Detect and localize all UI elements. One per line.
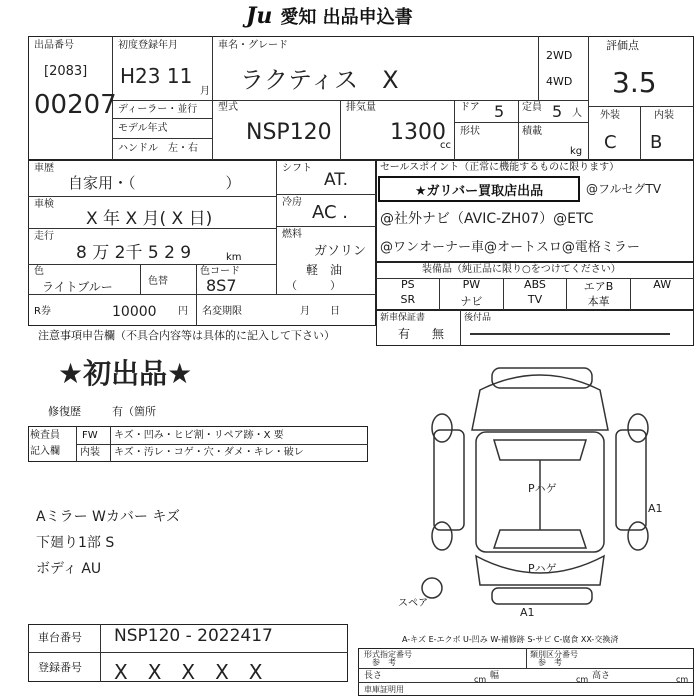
equip-ps: PS bbox=[400, 278, 415, 291]
header bbox=[246, 4, 413, 28]
manual-label: 新車保証書 bbox=[380, 313, 426, 323]
equipment-label: 装備品（純正品に限り○をつけてください） bbox=[422, 264, 621, 275]
width-unit: cm bbox=[576, 675, 589, 684]
name-change-label: 名変期限 bbox=[202, 306, 242, 317]
cert-ref-label: 参 考 bbox=[372, 658, 396, 667]
chassis-label: 車台番号 bbox=[38, 631, 82, 644]
equip-blank bbox=[630, 293, 694, 308]
recycle-unit: 円 bbox=[178, 306, 188, 317]
model-type-value: NSP120 bbox=[246, 120, 332, 145]
capacity-unit: 人 bbox=[572, 108, 582, 119]
rating-value: 3.5 bbox=[612, 66, 657, 99]
model-year-label: モデル年式 bbox=[118, 123, 168, 134]
color-label: 色 bbox=[34, 266, 44, 277]
interior-label: 内装 bbox=[654, 110, 674, 121]
addons-label: 後付品 bbox=[464, 313, 492, 323]
shift-label: シフト bbox=[282, 163, 312, 174]
equip-aw: AW bbox=[653, 278, 672, 291]
diagram-mark-3: A1 bbox=[648, 502, 663, 515]
door-label: ドア bbox=[460, 102, 480, 113]
first-reg-suffix: 月 bbox=[200, 86, 210, 97]
equip-leather: 本革 bbox=[587, 295, 610, 308]
repair-value: 有（箇所 bbox=[112, 405, 156, 418]
diagram-mark-2: Pハゲ bbox=[528, 562, 557, 575]
first-listing: ★初出品★ bbox=[58, 357, 193, 390]
right-side bbox=[616, 430, 646, 530]
dealer-label: ディーラー・並行 bbox=[118, 104, 198, 115]
fuel-label: 燃料 bbox=[282, 229, 302, 240]
equip-sr: SR bbox=[400, 293, 416, 306]
notes-label: 注意事項申告欄（不具合内容等は具体的に記入して下さい） bbox=[38, 329, 335, 342]
rear-window bbox=[494, 530, 586, 548]
car-name-value: ラクティス X bbox=[240, 66, 399, 94]
equip-abs: ABS bbox=[524, 278, 546, 291]
displacement-label: 排気量 bbox=[346, 102, 376, 113]
inspector-int-items: キズ・汚レ・コゲ・穴・ダメ・キレ・破レ bbox=[114, 447, 304, 458]
damage-legend: A-キズ E-エクボ U-凹み W-補修跡 S-サビ C-腐食 XX-交換済 bbox=[402, 635, 619, 644]
equip-navi: ナビ bbox=[460, 295, 483, 308]
length-label: 長さ bbox=[364, 671, 383, 681]
manual-yes: 有 bbox=[398, 327, 411, 341]
rating-label: 評価点 bbox=[606, 39, 639, 52]
load-unit: kg bbox=[570, 146, 583, 157]
first-reg-value: H23 11 bbox=[120, 64, 193, 88]
sales-point-2: @社外ナビ（AVIC-ZH07）@ETC bbox=[380, 211, 594, 227]
rear-bumper bbox=[492, 588, 592, 604]
front-bumper bbox=[492, 368, 592, 388]
gulliver-badge-text: ★ガリバー買取店出品 bbox=[414, 183, 544, 199]
cat-ref-label: 参 考 bbox=[538, 658, 562, 667]
drive-2wd: 2WD bbox=[546, 49, 573, 62]
inspector-int: 内装 bbox=[80, 447, 100, 458]
equipment-row-1 bbox=[376, 278, 694, 293]
shape-label: 形状 bbox=[460, 126, 480, 137]
load-label: 積載 bbox=[522, 126, 542, 137]
capacity-label: 定員 bbox=[522, 102, 542, 113]
shift-value: AT. bbox=[324, 170, 349, 190]
inspection-label: 車検 bbox=[34, 199, 54, 210]
fuel-paren: （ ） bbox=[286, 279, 341, 292]
mileage-label: 走行 bbox=[34, 231, 54, 242]
comment-1: Aミラー Wカバー キズ bbox=[36, 509, 181, 525]
length-unit: cm bbox=[474, 675, 487, 684]
gulliver-badge bbox=[378, 176, 580, 202]
door-value: 5 bbox=[494, 102, 505, 121]
mileage-unit: km bbox=[226, 252, 242, 263]
cooler-label: 冷房 bbox=[282, 197, 302, 208]
equip-tv: TV bbox=[527, 293, 543, 306]
car-name-label: 車名・グレード bbox=[218, 40, 288, 51]
listing-number: 00207 bbox=[34, 90, 117, 120]
listing-bracket: [2083] bbox=[44, 64, 88, 79]
mileage-value: 8 万 2千 5 2 9 bbox=[76, 243, 192, 263]
height-label: 高さ bbox=[592, 671, 611, 681]
equip-airbag: エアB bbox=[583, 280, 614, 293]
recycle-label: R券 bbox=[34, 306, 51, 317]
top-grid bbox=[28, 36, 694, 160]
inspector-fw: FW bbox=[82, 430, 98, 441]
recycle-value: 10000 bbox=[112, 304, 157, 320]
spare-label: スペア bbox=[398, 598, 428, 609]
height-unit: cm bbox=[676, 675, 689, 684]
reg-label: 登録番号 bbox=[38, 661, 82, 674]
color-change-label: 色替 bbox=[148, 276, 168, 287]
color-value: ライトブルー bbox=[42, 280, 113, 294]
history-label: 車歴 bbox=[34, 163, 54, 174]
displacement-value: 1300 bbox=[390, 120, 446, 145]
color-code-label: 色コード bbox=[200, 266, 240, 277]
repair-label: 修復歴 bbox=[48, 405, 81, 418]
drive-4wd: 4WD bbox=[546, 75, 573, 88]
equipment-row-2 bbox=[376, 293, 694, 308]
displacement-unit: cc bbox=[440, 140, 451, 151]
form-title: 愛知 出品申込書 bbox=[280, 7, 413, 28]
interior-grade: B bbox=[650, 132, 663, 153]
exterior-grade: C bbox=[604, 132, 617, 153]
ju-logo: Ju bbox=[246, 3, 273, 29]
sales-points-label: セールスポイント（正常に機能するものに限ります） bbox=[380, 162, 620, 173]
manual-no: 無 bbox=[432, 327, 445, 341]
model-type-label: 型式 bbox=[218, 102, 238, 113]
capacity-value: 5 bbox=[552, 102, 563, 121]
sales-point-1: @フルセグTV bbox=[586, 182, 662, 196]
cat-no-label: 類別区分番号 bbox=[530, 650, 578, 659]
chassis-value: NSP120 - 2022417 bbox=[114, 626, 273, 646]
history-value: 自家用・（ ） bbox=[68, 174, 241, 192]
inspector-fw-items: キズ・凹み・ヒビ割・リペア跡・X 要 bbox=[114, 430, 284, 441]
equip-pw: PW bbox=[462, 278, 481, 291]
sales-point-3: @ワンオーナー車@オートスロ@電格ミラー bbox=[380, 240, 640, 255]
spare-tire-icon bbox=[422, 578, 442, 598]
listing-label: 出品番号 bbox=[34, 40, 74, 51]
exterior-label: 外装 bbox=[600, 110, 620, 121]
inspector-label-1: 検査員 bbox=[30, 430, 60, 441]
cert-no-label: 形式指定番号 bbox=[364, 650, 412, 659]
inspector-label-2: 記入欄 bbox=[30, 446, 60, 457]
diagram-mark-1: Pハゲ bbox=[528, 482, 557, 495]
diagram-mark-4: A1 bbox=[520, 606, 535, 619]
width-label: 幅 bbox=[490, 671, 500, 681]
handle-label: ハンドル 左・右 bbox=[118, 143, 198, 154]
windshield bbox=[494, 440, 586, 460]
comment-3: ボディ AU bbox=[36, 561, 102, 577]
color-code-value: 8S7 bbox=[206, 276, 237, 295]
fuel-value: ガソリン bbox=[314, 244, 367, 259]
left-side bbox=[434, 430, 464, 530]
reg-value: X X X X X bbox=[114, 660, 263, 684]
fuel-alt: 軽 油 bbox=[306, 263, 343, 277]
comment-2: 下廻り1部 S bbox=[36, 535, 115, 551]
name-change-value: 月 日 bbox=[300, 306, 340, 317]
first-reg-label: 初度登録年月 bbox=[118, 40, 178, 51]
inspection-value: X 年 X 月( X 日) bbox=[86, 209, 213, 229]
cooler-value: AC . bbox=[312, 202, 349, 223]
reg-cert-label: 車庫証明用 bbox=[364, 685, 404, 694]
